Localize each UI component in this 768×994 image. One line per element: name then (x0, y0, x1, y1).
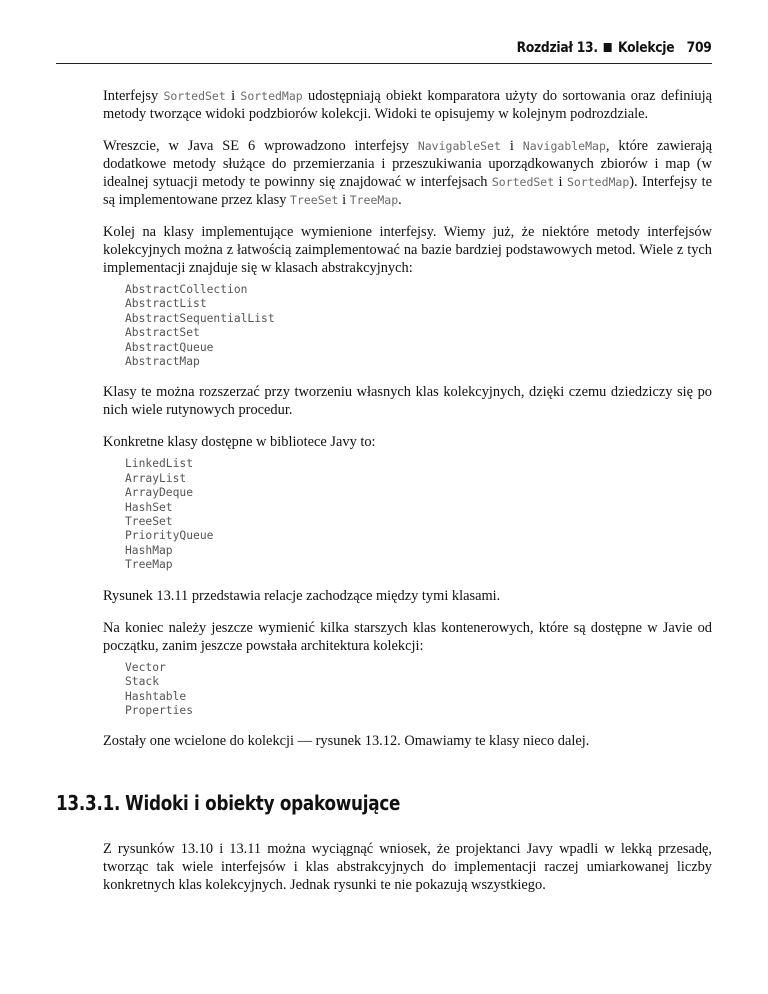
header-rule (56, 63, 712, 64)
section-number: 13.3.1. (56, 791, 121, 815)
paragraph-figure-reference: Rysunek 13.11 przedstawia relacje zachodzące między tymi klasami. (103, 587, 501, 604)
paragraph-section-intro: Z rysunków 13.10 i 13.11 można wyciągnąć wniosek, że projektanci Javy wpadli w lekką przesadę, tworząc tak wiele interfejsów i klas abstrakcyjnych do implementacji raczej umiarkowanej liczby konkretnych klas kolekcyjnych. Jednak rysunki te nie pokazują wszystkiego. (103, 841, 712, 893)
code-line: ArrayList (125, 471, 187, 485)
code-line: AbstractQueue (125, 340, 214, 354)
paragraph-concrete-intro: Konkretne klasy dostępne w bibliotece Javy to: (103, 434, 376, 451)
chapter-title: Kolekcje (618, 40, 675, 56)
code-line: AbstractSet (125, 326, 200, 340)
paragraph-extend-classes: Klasy te można rozszerzać przy tworzeniu własnych klas kolekcyjnych, dzięki czemu dziedziczy się po nich wiele rutynowych procedur. (103, 384, 712, 419)
running-header (56, 40, 712, 64)
section-heading (56, 791, 607, 815)
chapter-label: Rozdział 13. (516, 40, 599, 56)
legacy-classes-list (125, 661, 712, 719)
code-line: TreeSet (125, 515, 173, 529)
section-title: Widoki i obiekty opakowujące (125, 791, 401, 815)
code-line: AbstractList (125, 297, 207, 311)
code-line: AbstractMap (125, 355, 200, 369)
code-line: Properties (125, 703, 194, 717)
paragraph-abstract-intro: Kolej na klasy implementujące wymienione interfejsy. Wiemy już, że niektóre metody interfejsów kolekcyjnych można z łatwością zaimplementować na bazie bardziej podstawowych metod. Wiele z tych implementacji znajduje się w klasach abstrakcyjnych: (103, 224, 712, 276)
abstract-classes-list (125, 283, 712, 369)
paragraph-legacy-intro: Na koniec należy jeszcze wymienić kilka starszych klas kontenerowych, które są dostępne w Javie od początku, zanim jeszcze powstała architektura kolekcji: (103, 619, 712, 654)
code-line: PriorityQueue (125, 529, 214, 543)
code-line: Stack (125, 675, 160, 689)
paragraph-legacy-note: Zostały one wcielone do kolekcji — rysunek 13.12. Omawiamy te klasy nieco dalej. (103, 733, 590, 750)
code-line: LinkedList (125, 457, 194, 471)
code-line: TreeMap (125, 558, 173, 572)
paragraph-sorted-interfaces: Interfejsy SortedSet i SortedMap udostępniają obiekt komparatora użyty do sortowania oraz definiują metody tworzące widoki podzbiorów kolekcji. Widoki te opisujemy w kolejnym podrozdziale. (103, 88, 712, 122)
body-text (103, 87, 712, 764)
code-line: AbstractCollection (125, 283, 248, 296)
code-line: HashSet (125, 500, 173, 514)
code-line: Vector (125, 660, 166, 674)
code-line: ArrayDeque (125, 486, 194, 500)
paragraph-navigable-interfaces: Wreszcie, w Java SE 6 wprowadzono interfejsy NavigableSet i NavigableMap, które zawierają dodatkowe metody służące do przemierzania i przeszukiwania uporządkowanych zbiorów i map (w idealnej sytuacji metody te powinny się znajdować w interfejsach SortedSet i SortedMap). Interfejsy te są implementowane przez klasy TreeSet i TreeMap. (103, 138, 713, 208)
code-line: AbstractSequentialList (125, 311, 275, 325)
section-body (103, 840, 712, 908)
concrete-classes-list (125, 457, 712, 572)
code-line: HashMap (125, 543, 173, 557)
code-line: Hashtable (125, 689, 187, 703)
page-number: 709 (687, 40, 712, 56)
square-bullet-icon (604, 43, 612, 52)
